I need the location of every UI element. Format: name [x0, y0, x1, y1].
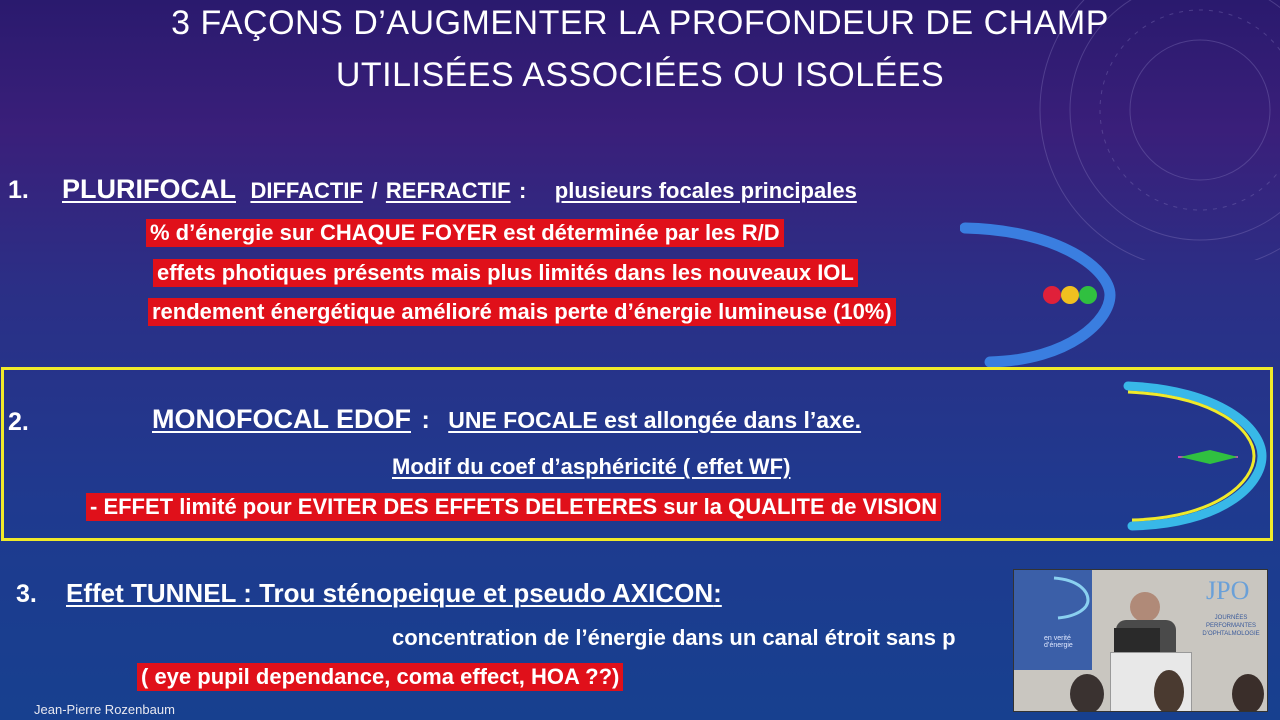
presenter-credit: Jean-Pierre Rozenbaum: [34, 702, 175, 717]
item1-heading-diffractif: DIFFACTIF: [250, 178, 363, 203]
focal-dot-red: [1043, 286, 1061, 304]
item3-number: 3.: [16, 580, 37, 608]
audience-head: [1232, 674, 1264, 712]
item1-summary: plusieurs focales principales: [554, 178, 857, 203]
slide-title-line2: UTILISÉES ASSOCIÉES OU ISOLÉES: [335, 56, 945, 94]
focal-dot-green: [1079, 286, 1097, 304]
audience-head: [1154, 670, 1184, 712]
item2-colon: :: [421, 406, 430, 434]
item2-number: 2.: [8, 408, 29, 436]
speaker-video-inset: [1013, 569, 1268, 712]
speaker-head: [1130, 592, 1160, 622]
focal-dot-yellow: [1061, 286, 1079, 304]
item1-line1: % d’énergie sur CHAQUE FOYER est déterminée par les R/D: [146, 219, 784, 247]
item1-heading-main: PLURIFOCAL: [62, 174, 236, 204]
edof-focal-spindle: [1180, 450, 1238, 464]
video-projection-screen: [1014, 570, 1092, 670]
video-screen-text: en verité d’énergie: [1044, 635, 1073, 649]
item1-line2: effets photiques présents mais plus limités dans les nouveaux IOL: [153, 259, 858, 287]
item3-heading: [66, 578, 722, 609]
item3-line1: concentration de l’énergie dans un canal étroit sans p: [392, 625, 956, 650]
item1-line3: rendement énergétique amélioré mais perte d’énergie lumineuse (10%): [148, 298, 896, 326]
audience-head: [1070, 674, 1104, 712]
item1-colon: :: [519, 178, 527, 203]
item2-line2: - EFFET limité pour EVITER DES EFFETS DELETERES sur la QUALITE de VISION: [86, 493, 941, 521]
item1-heading: [62, 174, 857, 205]
item2-heading: [152, 404, 861, 435]
jpo-logo: JPO: [1206, 576, 1250, 605]
slide-title-line1: 3 FAÇONS D’AUGMENTER LA PROFONDEUR DE CHAMP: [171, 4, 1109, 42]
item3-heading-main: Effet TUNNEL : Trou sténopeique et pseudo AXICON: [66, 578, 714, 608]
item3-colon: :: [713, 578, 722, 608]
item1-number: 1.: [8, 176, 29, 204]
item1-separator: /: [371, 178, 378, 203]
item2-summary: UNE FOCALE est allongée dans l’axe.: [448, 407, 862, 433]
item2-heading-main: MONOFOCAL EDOF: [152, 404, 411, 434]
edof-lens-diagram: [1120, 378, 1270, 534]
multifocal-lens-diagram: [960, 220, 1120, 370]
item3-line2: ( eye pupil dependance, coma effect, HOA ??): [137, 663, 623, 691]
jpo-logo-subtitle: JOURNÉES PERFORMANTES D’OPHTALMOLOGIE: [1202, 615, 1260, 637]
item1-heading-refractif: REFRACTIF: [385, 178, 511, 203]
video-screen-arc-icon: [1014, 570, 1092, 630]
item2-line1: Modif du coef d’asphéricité ( effet WF): [392, 454, 791, 479]
